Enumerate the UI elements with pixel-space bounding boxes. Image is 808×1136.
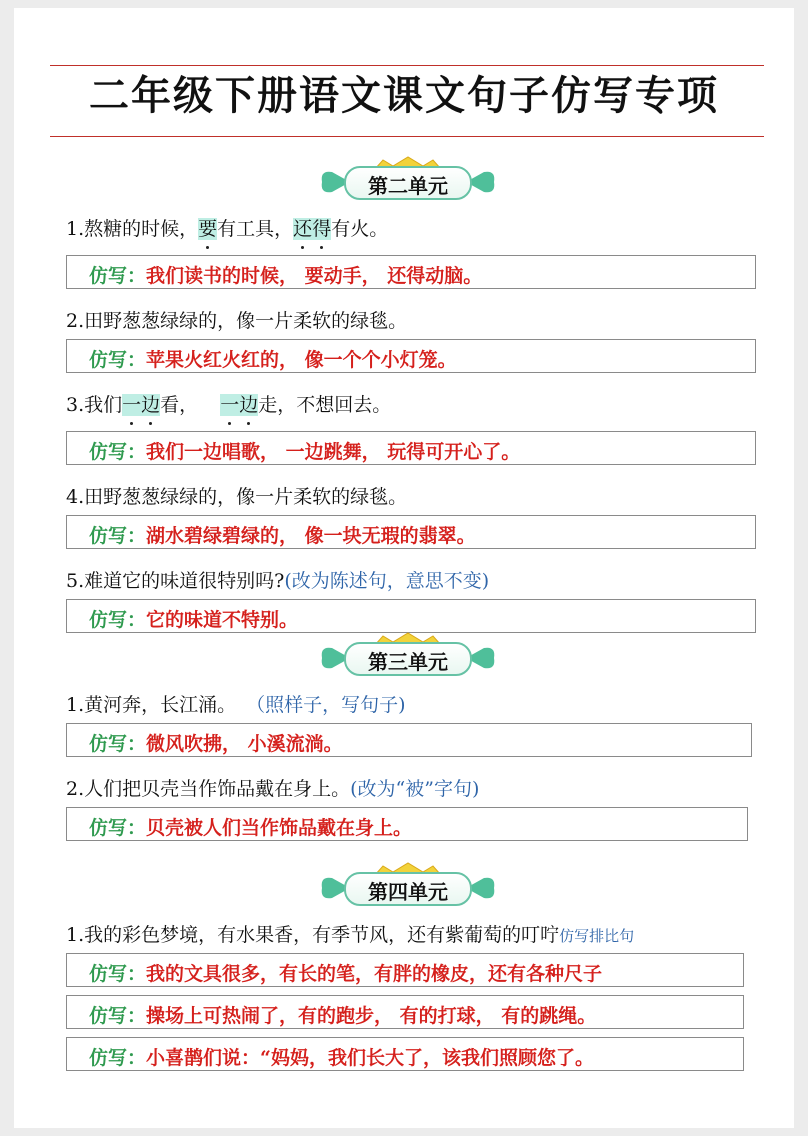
unit-heading-label: 第三单元 <box>368 650 448 674</box>
question-u2-4: 4.田野葱葱绿绿的，像一片柔软的绿毯。 <box>66 486 408 508</box>
page-title: 二年级下册语文课文句子仿写专项 <box>89 72 719 119</box>
answer-text: 我的文具很多，有长的笔，有胖的橡皮，还有各种尺子 <box>146 963 603 985</box>
imitate-label: 仿写： <box>89 265 147 287</box>
question-u4-1 <box>66 920 634 947</box>
question-u2-1 <box>66 214 388 241</box>
answer-text: 小喜鹊们说：“妈妈，我们长大了，该我们照顾您了。 <box>146 1047 594 1069</box>
imitate-label: 仿写： <box>89 349 147 371</box>
answer-text: 湖水碧绿碧绿的， 像一块无瑕的翡翠。 <box>146 525 476 547</box>
question-u2-5 <box>66 566 489 593</box>
imitate-label: 仿写： <box>89 609 147 631</box>
question-text: 走，不想回去。 <box>258 394 392 416</box>
imitate-label: 仿写： <box>89 1005 147 1027</box>
question-text: 2.人们把贝壳当作饰品戴在身上。 <box>66 778 351 800</box>
instruction-note: (改为“被”字句) <box>350 778 480 800</box>
answer-box-u2-4 <box>66 515 756 549</box>
question-text: 1.熬糖的时候， <box>66 218 199 240</box>
answer-text: 贝壳被人们当作饰品戴在身上。 <box>146 817 413 839</box>
question-u3-2 <box>66 774 479 801</box>
answer-box-u2-5 <box>66 599 756 633</box>
emphasis-char: 得 <box>312 218 332 240</box>
instruction-note: （照样子，写句子) <box>246 694 406 716</box>
question-text: 3.我们 <box>66 394 123 416</box>
emphasis-char: 边 <box>239 394 259 416</box>
emphasis-char: 还 <box>293 218 313 240</box>
unit-heading-label: 第二单元 <box>368 174 448 198</box>
imitate-label: 仿写： <box>89 441 147 463</box>
question-text: 1.黄河奔，长江涌。 <box>66 694 237 716</box>
answer-box-u3-2 <box>66 807 748 841</box>
answer-text: 微风吹拂， 小溪流淌。 <box>146 733 343 755</box>
imitate-label: 仿写： <box>89 963 147 985</box>
emphasis-char: 边 <box>141 394 161 416</box>
imitate-label: 仿写： <box>89 733 147 755</box>
question-text: 5.难道它的味道很特别吗? <box>66 570 285 592</box>
answer-text: 它的味道不特别。 <box>146 609 299 631</box>
unit-heading-3 <box>318 640 498 676</box>
question-text: 有工具， <box>217 218 294 240</box>
question-u3-1 <box>66 690 406 717</box>
question-text: 1.我的彩色梦境，有水果香，有季节风，还有紫葡萄的叮咛 <box>66 924 560 946</box>
question-u2-2: 2.田野葱葱绿绿的，像一片柔软的绿毯。 <box>66 310 408 332</box>
answer-box-u3-1 <box>66 723 752 757</box>
answer-text: 操场上可热闹了，有的跑步， 有的打球， 有的跳绳。 <box>146 1005 597 1027</box>
imitate-label: 仿写： <box>89 525 147 547</box>
imitate-label: 仿写： <box>89 1047 147 1069</box>
answer-box-u2-1 <box>66 255 756 289</box>
answer-text: 我们读书的时候， 要动手， 还得动脑。 <box>146 265 483 287</box>
emphasis-char: 一 <box>122 394 142 416</box>
unit-heading-4 <box>318 870 498 906</box>
answer-box-u4-1 <box>66 953 744 987</box>
answer-box-u2-3 <box>66 431 756 465</box>
emphasis-char: 要 <box>198 218 218 240</box>
unit-heading-label: 第四单元 <box>368 880 448 904</box>
instruction-note: 仿写排比句 <box>559 927 635 945</box>
question-text: 看， <box>160 394 199 416</box>
imitate-label: 仿写： <box>89 817 147 839</box>
answer-box-u4-3 <box>66 1037 744 1071</box>
question-u2-3 <box>66 390 391 417</box>
unit-heading-2 <box>318 164 498 200</box>
emphasis-char: 一 <box>220 394 240 416</box>
title-bottom-rule <box>50 136 764 137</box>
instruction-note: (改为陈述句，意思不变) <box>284 570 490 592</box>
answer-text: 苹果火红火红的， 像一个个小灯笼。 <box>146 349 457 371</box>
answer-text: 我们一边唱歌， 一边跳舞， 玩得可开心了。 <box>146 441 521 463</box>
answer-box-u2-2 <box>66 339 756 373</box>
answer-box-u4-2 <box>66 995 744 1029</box>
question-text: 有火。 <box>331 218 389 240</box>
